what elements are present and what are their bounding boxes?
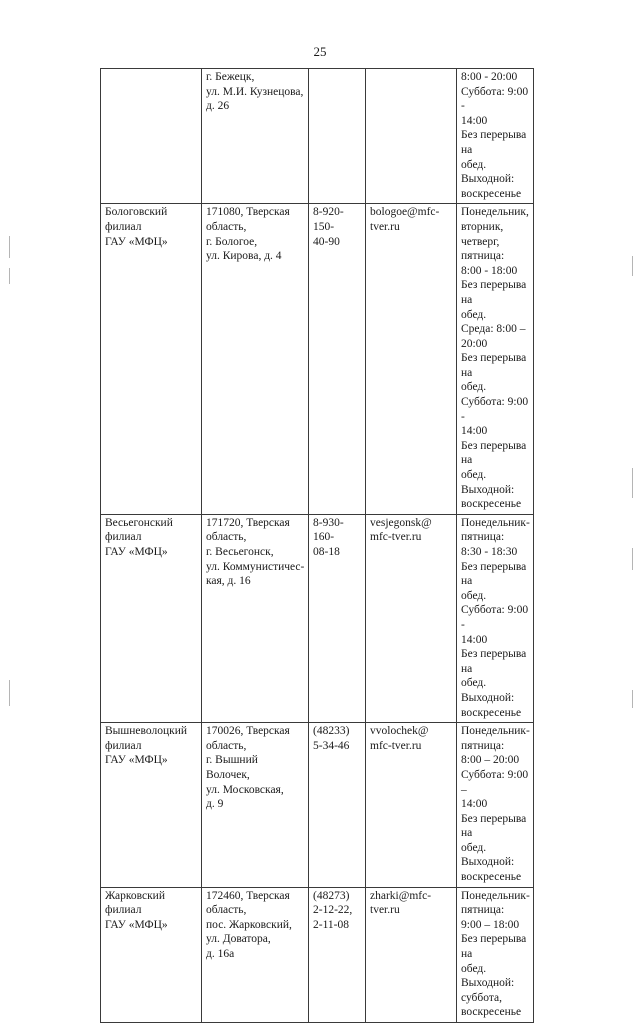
branch-address-cell: 170026, Тверская область, г. Вышний Волочек, ул. Московская, д. 9 — [202, 723, 309, 888]
branch-email-cell — [366, 69, 457, 204]
branch-phone-cell: (48233) 5-34-46 — [309, 723, 366, 888]
branch-name-cell: Бологовский филиал ГАУ «МФЦ» — [101, 204, 202, 514]
branch-phone-cell: 8-920-150- 40-90 — [309, 204, 366, 514]
branch-address-cell: 171080, Тверская область, г. Бологое, ул. Кирова, д. 4 — [202, 204, 309, 514]
branch-hours-cell: Понедельник- пятница: 9:00 – 18:00 Без перерыва на обед. Выходной: суббота, воскресенье — [457, 887, 534, 1022]
branch-name-cell: Весьегонский филиал ГАУ «МФЦ» — [101, 514, 202, 722]
branch-hours-cell: Понедельник- пятница: 8:00 – 20:00 Суббота: 9:00 – 14:00 Без перерыва на обед. Выходной: воскресенье — [457, 723, 534, 888]
branch-hours-cell: Понедельник, вторник, четверг, пятница: 8:00 - 18:00 Без перерыва на обед. Среда: 8:00 – 20:00 Без перерыва на обед. Суббота: 9:00 - 14:00 Без перерыва на обед. Выходной: воскресенье — [457, 204, 534, 514]
table-row — [101, 887, 534, 1022]
branch-address-cell: 172460, Тверская область, пос. Жарковский, ул. Доватора, д. 16а — [202, 887, 309, 1022]
branch-phone-cell: (48273) 2-12-22, 2-11-08 — [309, 887, 366, 1022]
table-row — [101, 723, 534, 888]
branch-email-cell: zharki@mfc- tver.ru — [366, 887, 457, 1022]
branch-phone-cell: 8-930-160- 08-18 — [309, 514, 366, 722]
branch-email-cell: bologoe@mfc- tver.ru — [366, 204, 457, 514]
scan-edge-mark — [632, 690, 633, 708]
table-row — [101, 514, 534, 722]
branch-email-cell: vesjegonsk@ mfc-tver.ru — [366, 514, 457, 722]
page-number: 25 — [313, 44, 327, 59]
scan-edge-mark — [9, 268, 10, 284]
table-row — [101, 204, 534, 514]
scan-edge-mark — [9, 236, 10, 258]
branch-name-cell: Вышневолоцкий филиал ГАУ «МФЦ» — [101, 723, 202, 888]
branch-phone-cell — [309, 69, 366, 204]
branch-table — [100, 68, 534, 1023]
branch-address-cell: 171720, Тверская область, г. Весьегонск, ул. Коммунистичес- кая, д. 16 — [202, 514, 309, 722]
branch-hours-cell: 8:00 - 20:00 Суббота: 9:00 - 14:00 Без перерыва на обед. Выходной: воскресенье — [457, 69, 534, 204]
branch-address-cell: г. Бежецк, ул. М.И. Кузнецова, д. 26 — [202, 69, 309, 204]
branch-email-cell: vvolochek@ mfc-tver.ru — [366, 723, 457, 888]
branch-hours-cell: Понедельник- пятница: 8:30 - 18:30 Без перерыва на обед. Суббота: 9:00 - 14:00 Без перерыва на обед. Выходной: воскресенье — [457, 514, 534, 722]
table-row — [101, 69, 534, 204]
scan-edge-mark — [632, 468, 633, 498]
scan-edge-mark — [632, 256, 633, 276]
scan-edge-mark — [632, 548, 633, 570]
branch-name-cell: Жарковский филиал ГАУ «МФЦ» — [101, 887, 202, 1022]
branch-name-cell — [101, 69, 202, 204]
scan-edge-mark — [9, 680, 10, 706]
